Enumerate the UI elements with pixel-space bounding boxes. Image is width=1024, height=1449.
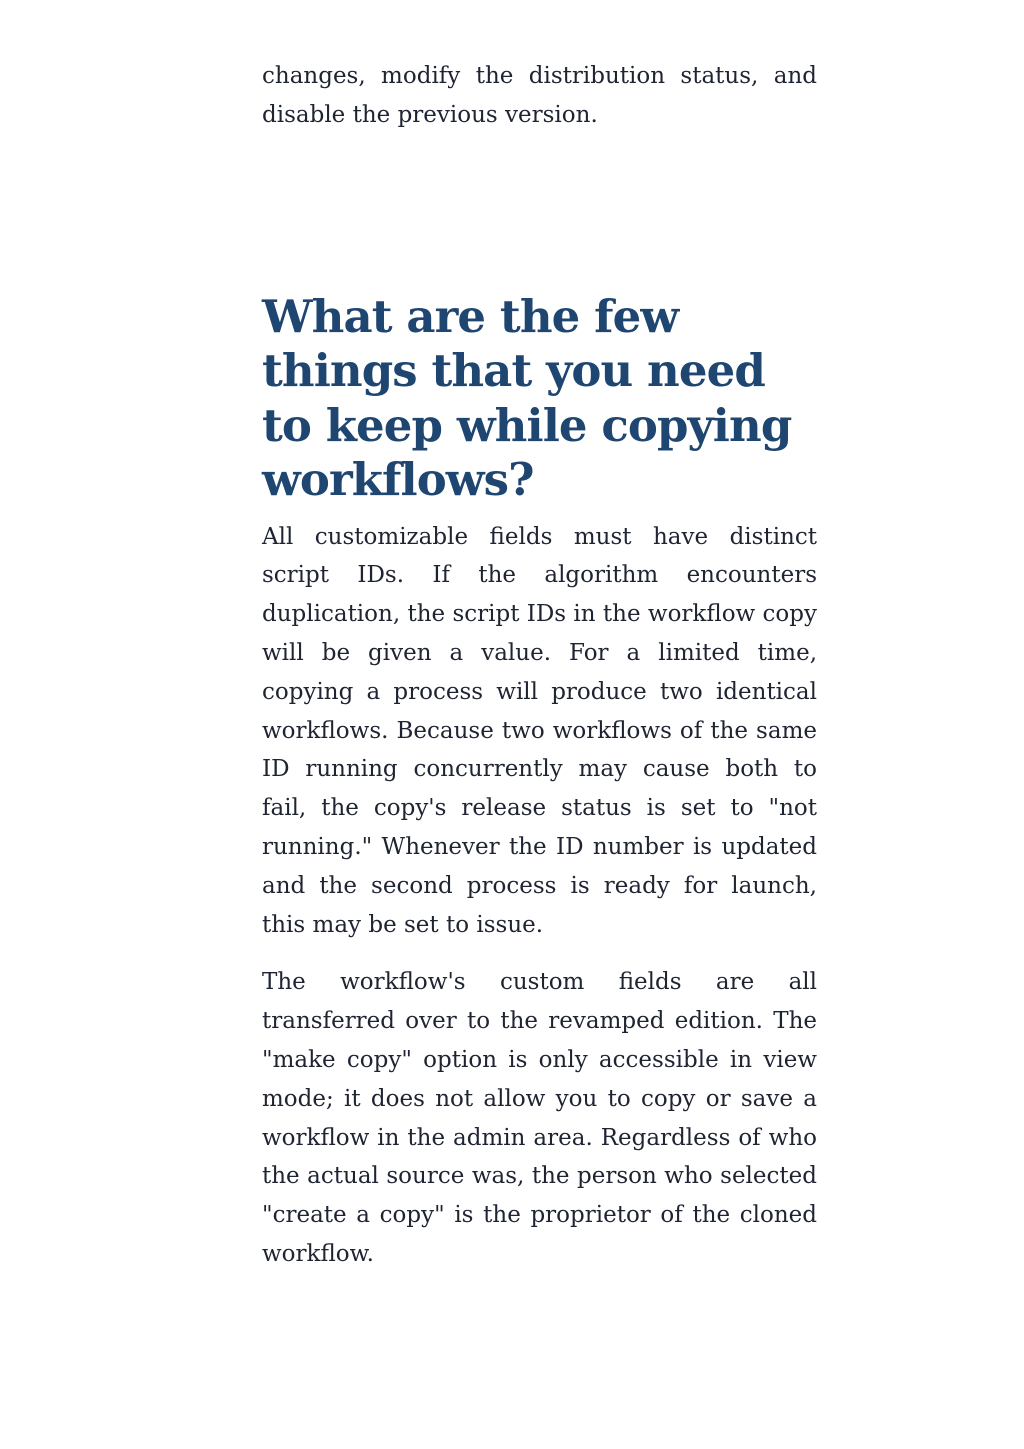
body-paragraph-1: All customizable fields must have distinct script IDs. If the algorithm encounters duplication, the script IDs in the workflow copy will be given a value. For a limited time, copying a process will produce two identical workflows. Because two workflows of the same ID running concurrently may cause both to fail, the copy's release status is set to "not running." Whenever the ID number is updated and the second process is ready for launch, this may be set to issue.: [262, 523, 817, 938]
document-page: [262, 57, 817, 1274]
intro-paragraph: changes, modify the distribution status, and disable the previous version.: [262, 63, 817, 128]
body-paragraph-2: The workflow's custom fields are all transferred over to the revamped edition. The "make copy" option is only accessible in view mode; it does not allow you to copy or save a workflow in the admin area. Regardless of who the actual source was, the person who selected "create a copy" is the proprietor of the cloned workflow.: [262, 969, 817, 1267]
copying-workflows-section: [262, 290, 817, 1274]
section-heading: What are the few things that you need to keep while copying workflows?: [262, 289, 792, 507]
